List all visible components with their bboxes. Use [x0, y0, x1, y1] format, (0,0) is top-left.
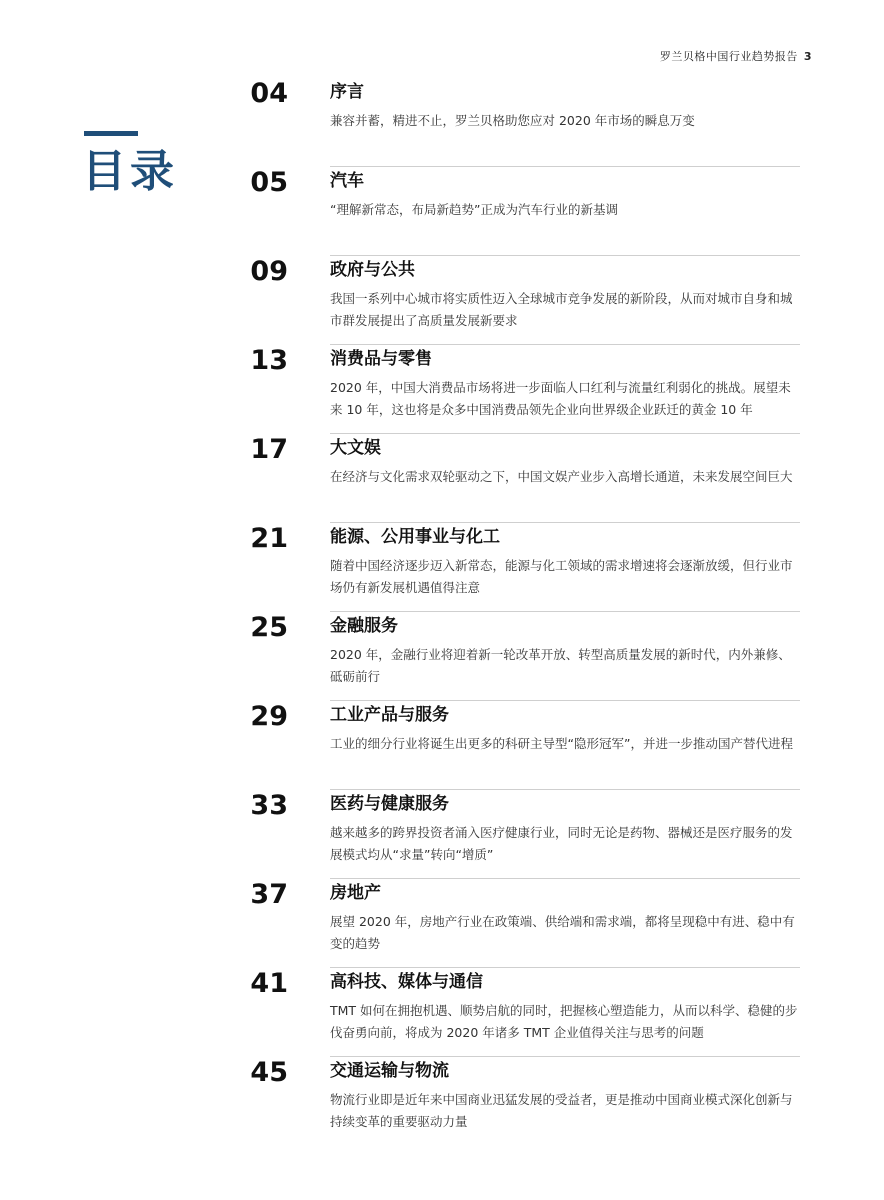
- toc-section-desc: 兼容并蓄，精进不止，罗兰贝格助您应对 2020 年市场的瞬息万变: [330, 113, 695, 128]
- heading-accent-bar: [84, 131, 138, 136]
- toc-page-number: 13: [250, 345, 288, 376]
- toc-list: [240, 78, 800, 1146]
- toc-section-title[interactable]: 金融服务: [330, 616, 398, 636]
- toc-heading: 目录: [82, 146, 178, 197]
- toc-page-number: 25: [250, 612, 288, 643]
- toc-section-title[interactable]: 高科技、媒体与通信: [330, 972, 483, 992]
- toc-section-title[interactable]: 序言: [330, 82, 364, 102]
- toc-entry[interactable]: [240, 345, 800, 434]
- toc-section-title[interactable]: 工业产品与服务: [330, 705, 449, 725]
- toc-page-number: 05: [250, 167, 288, 198]
- toc-section-desc: 我国一系列中心城市将实质性迈入全球城市竞争发展的新阶段，从而对城市自身和城市群发展提出了高质量发展新要求: [330, 291, 793, 328]
- toc-page-number: 41: [250, 968, 288, 999]
- toc-section-desc: 物流行业即是近年来中国商业迅猛发展的受益者，更是推动中国商业模式深化创新与持续变革的重要驱动力量: [330, 1092, 793, 1129]
- toc-section-title[interactable]: 交通运输与物流: [330, 1061, 449, 1081]
- toc-entry[interactable]: [240, 879, 800, 968]
- toc-page-number: 17: [250, 434, 288, 465]
- toc-entry[interactable]: [240, 612, 800, 701]
- page-number: 3: [803, 50, 812, 63]
- toc-section-title[interactable]: 医药与健康服务: [330, 794, 449, 814]
- toc-entry[interactable]: [240, 256, 800, 345]
- toc-page-number: 21: [250, 523, 288, 554]
- toc-page-number: 04: [250, 78, 288, 109]
- toc-section-title[interactable]: 能源、公用事业与化工: [330, 527, 500, 547]
- toc-section-title[interactable]: 消费品与零售: [330, 349, 432, 369]
- toc-section-desc: 越来越多的跨界投资者涌入医疗健康行业，同时无论是药物、器械还是医疗服务的发展模式均从“求量”转向“增质”: [330, 825, 793, 862]
- toc-section-desc: 2020 年，中国大消费品市场将进一步面临人口红利与流量红利弱化的挑战。展望未来 10 年，这也将是众多中国消费品领先企业向世界级企业跃迁的黄金 10 年: [330, 380, 791, 417]
- toc-page-number: 09: [250, 256, 288, 287]
- toc-section-title[interactable]: 大文娱: [330, 438, 381, 458]
- toc-entry[interactable]: [240, 523, 800, 612]
- toc-page-number: 29: [250, 701, 288, 732]
- toc-section-desc: 展望 2020 年，房地产行业在政策端、供给端和需求端，都将呈现稳中有进、稳中有变的趋势: [330, 914, 795, 951]
- toc-section-desc: “理解新常态，布局新趋势”正成为汽车行业的新基调: [330, 202, 618, 217]
- toc-section-title[interactable]: 汽车: [330, 171, 364, 191]
- toc-section-title[interactable]: 房地产: [330, 883, 381, 903]
- toc-entry[interactable]: [240, 790, 800, 879]
- toc-section-title[interactable]: 政府与公共: [330, 260, 415, 280]
- toc-page-number: 37: [250, 879, 288, 910]
- toc-section-desc: 2020 年，金融行业将迎着新一轮改革开放、转型高质量发展的新时代，内外兼修、砥砺前行: [330, 647, 791, 684]
- toc-section-desc: 工业的细分行业将诞生出更多的科研主导型“隐形冠军”，并进一步推动国产替代进程: [330, 736, 793, 751]
- toc-section-desc: 在经济与文化需求双轮驱动之下，中国文娱产业步入高增长通道，未来发展空间巨大: [330, 469, 793, 484]
- report-title: 罗兰贝格中国行业趋势报告: [659, 50, 798, 63]
- toc-entry[interactable]: [240, 701, 800, 790]
- toc-page-number: 33: [250, 790, 288, 821]
- toc-section-desc: TMT 如何在拥抱机遇、顺势启航的同时，把握核心塑造能力，从而以科学、稳健的步伐奋勇向前，将成为 2020 年诸多 TMT 企业值得关注与思考的问题: [330, 1003, 798, 1040]
- toc-entry[interactable]: [240, 434, 800, 523]
- toc-entry[interactable]: [240, 167, 800, 256]
- toc-page-number: 45: [250, 1057, 288, 1088]
- toc-section-desc: 随着中国经济逐步迈入新常态，能源与化工领域的需求增速将会逐渐放缓，但行业市场仍有新发展机遇值得注意: [330, 558, 793, 595]
- toc-entry[interactable]: [240, 968, 800, 1057]
- running-header: [660, 48, 812, 64]
- toc-entry[interactable]: [240, 78, 800, 167]
- toc-entry[interactable]: [240, 1057, 800, 1146]
